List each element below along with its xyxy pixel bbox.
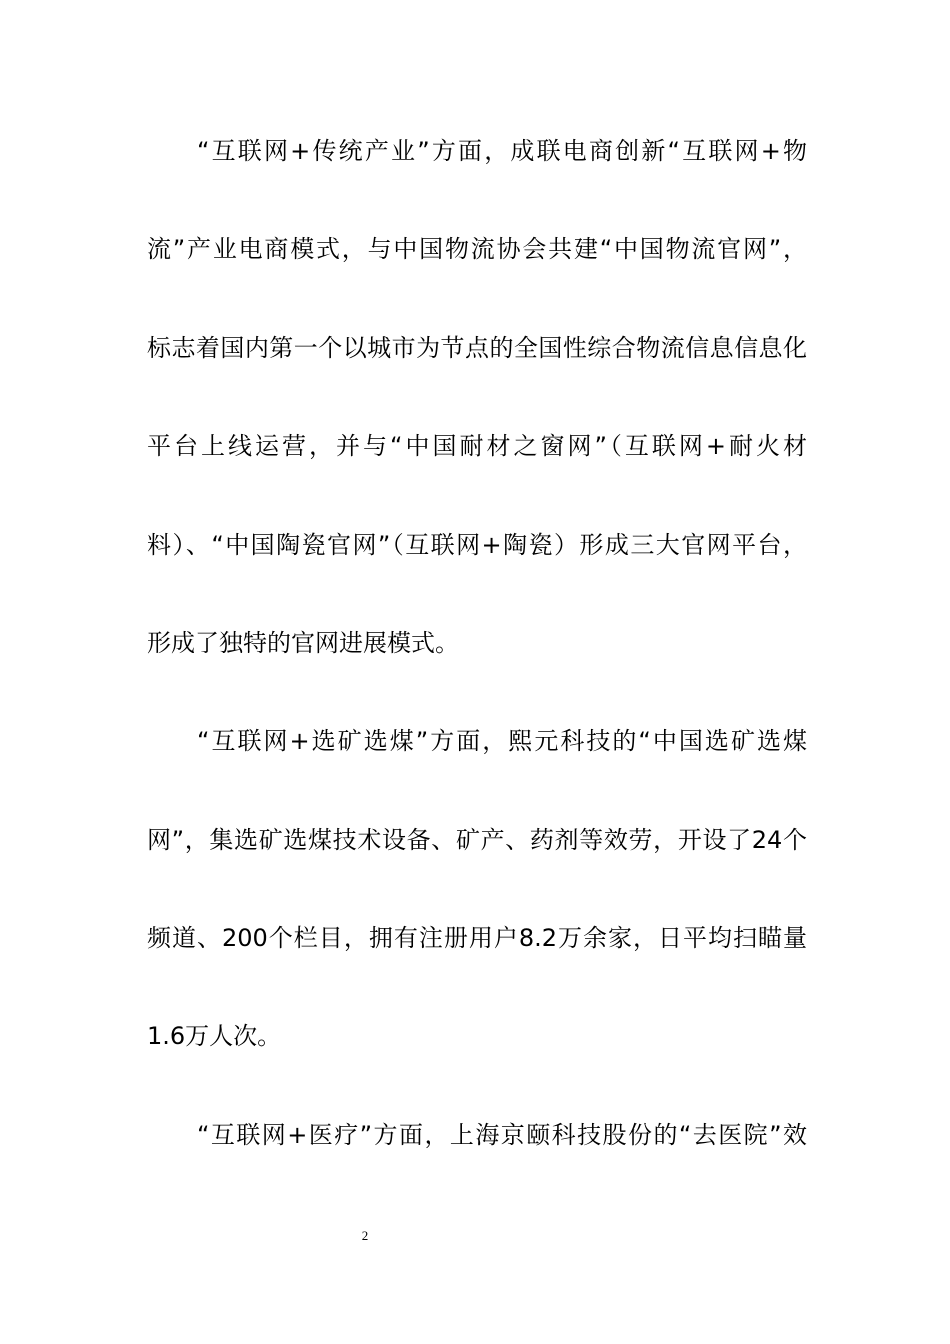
paragraph-2-line-3: 频道、200个栏目，拥有注册用户8.2万余家，日平均扫瞄量 — [147, 924, 807, 952]
paragraph-1-line-6: 形成了独特的官网进展模式。 — [147, 629, 459, 657]
paragraph-1-line-5: 料）、“中国陶瓷官网”（互联网+陶瓷）形成三大官网平台， — [147, 531, 807, 559]
paragraph-2-line-2: 网”，集选矿选煤技术设备、矿产、药剂等效劳，开设了24个 — [147, 826, 807, 854]
paragraph-1-line-2: 流”产业电商模式，与中国物流协会共建“中国物流官网”， — [147, 235, 807, 263]
paragraph-1-line-4: 平台上线运营，并与“中国耐材之窗网”（互联网+耐火材 — [147, 432, 807, 460]
page-number: 2 — [361, 1228, 369, 1243]
paragraph-2-line-4: 1.6万人次。 — [147, 1022, 282, 1050]
paragraph-1-line-1: “互联网+传统产业”方面，成联电商创新“互联网+物 — [197, 137, 807, 165]
paragraph-2-line-1: “互联网+选矿选煤”方面，熙元科技的“中国选矿选煤 — [197, 727, 807, 755]
paragraph-3-line-1: “互联网+医疗”方面，上海京颐科技股份的“去医院”效 — [197, 1121, 807, 1149]
paragraph-1-line-3: 标志着国内第一个以城市为节点的全国性综合物流信息信息化 — [147, 334, 807, 362]
